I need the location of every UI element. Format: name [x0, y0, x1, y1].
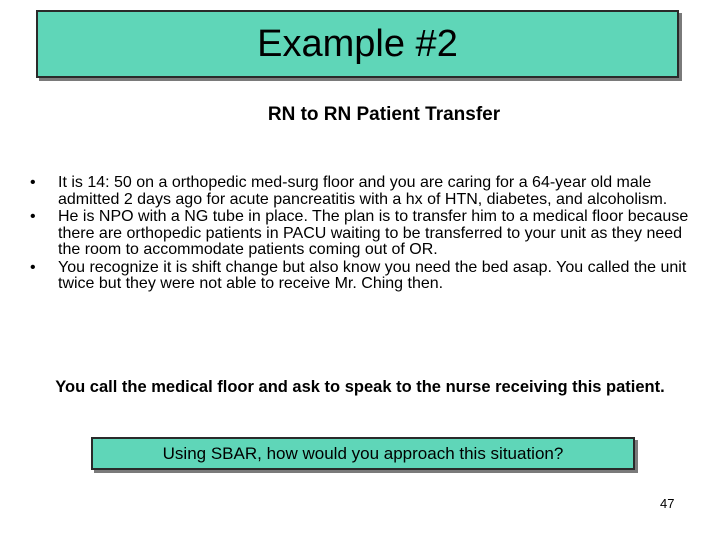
bullet-text: You recognize it is shift change but also know you need the bed asap. You called the unit twice but they were not able to receive Mr. Ching then. [58, 258, 687, 292]
bullet-list [24, 175, 694, 294]
question-text: Using SBAR, how would you approach this situation? [162, 444, 564, 463]
bullet-marker: • [30, 174, 36, 191]
question-box [91, 437, 635, 470]
bullet-item [24, 175, 694, 208]
page-number: 47 [660, 496, 675, 511]
bullet-marker: • [30, 258, 36, 276]
bullet-item [24, 260, 694, 293]
title-box [36, 10, 679, 78]
bullet-text: It is 14: 50 on a orthopedic med-surg floor and you are caring for a 64-year old male admitted 2 days ago for acute pancreatitis with a hx of HTN, diabetes, and alcoholism. [58, 174, 668, 208]
bullet-item [24, 209, 694, 259]
slide-title: Example #2 [257, 23, 458, 65]
bullet-text: He is NPO with a NG tube in place. The plan is to transfer him to a medical floor because there are orthopedic patients in PACU waiting to be transferred to your unit as they need the room to accommodate patients coming out of OR. [58, 208, 689, 258]
call-instruction: You call the medical floor and ask to speak to the nurse receiving this patient. [55, 378, 665, 396]
bullet-marker: • [30, 208, 36, 225]
slide-subtitle: RN to RN Patient Transfer [267, 104, 501, 125]
